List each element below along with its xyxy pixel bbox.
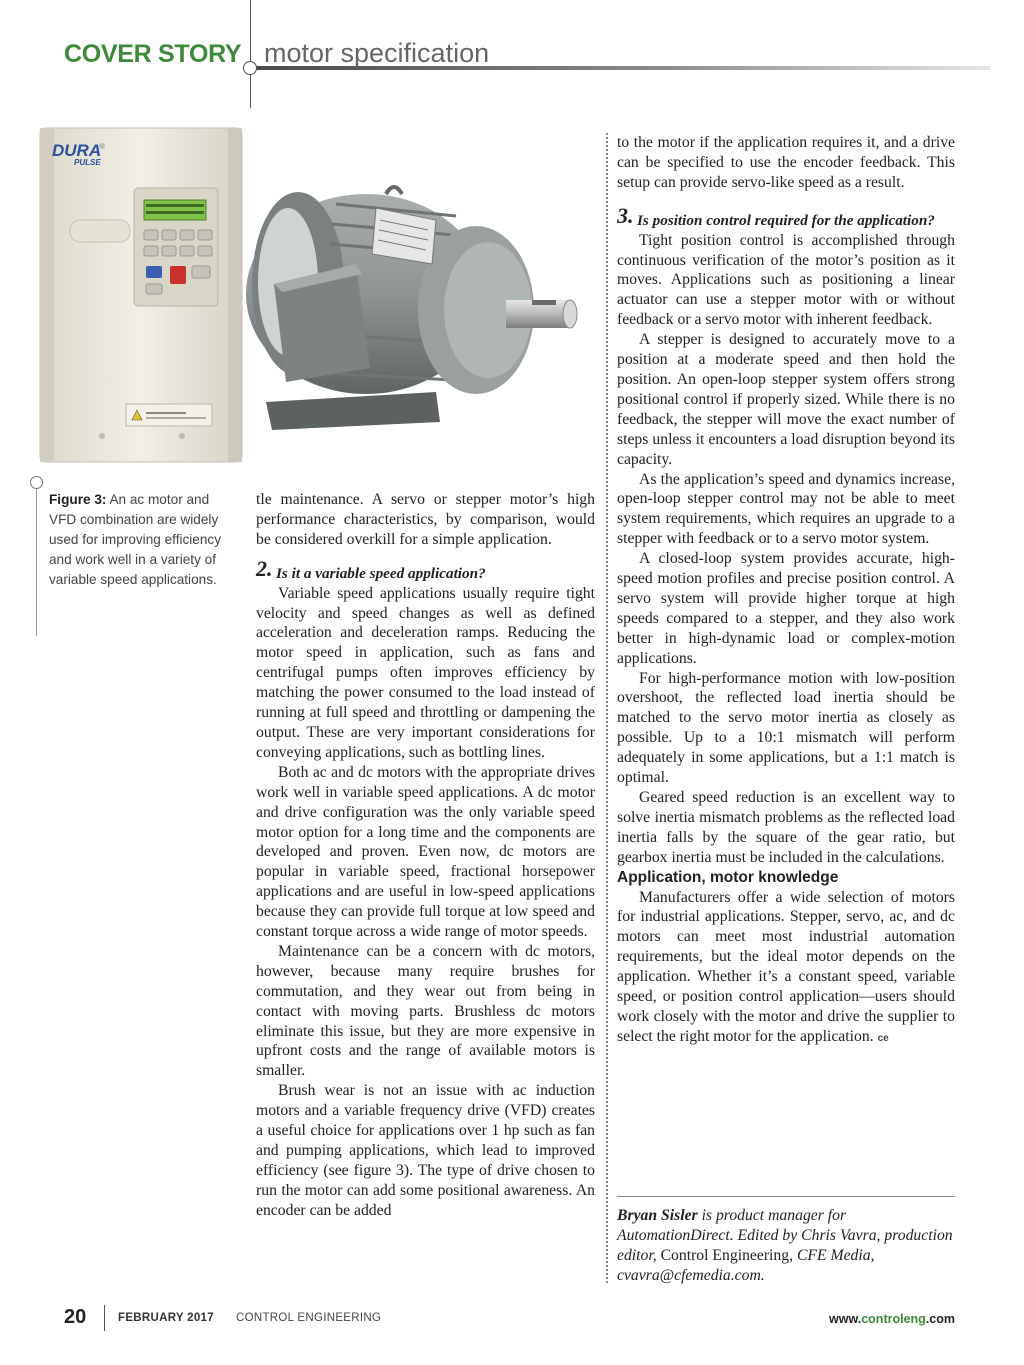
article-column-2 <box>617 133 955 1049</box>
paragraph: Both ac and dc motors with the appropriate drives work well in variable speed applications. A dc motor and drive configuration was the only variable speed motor option for a long time and the components are developed and proven. Even now, dc motors are popular in variable speed, fractional horsepower applications and are useful in low-speed applications because they can provide full torque at low speed and constant torque across a wide range of motor speeds. <box>256 763 595 941</box>
question-number: 2. <box>256 555 273 581</box>
figure-3-image <box>36 124 606 474</box>
magazine-name: CONTROL ENGINEERING <box>236 1312 382 1324</box>
end-mark: ce <box>877 1032 889 1044</box>
paragraph-text: Manufacturers offer a wide selection of motors for industrial applications. Stepper, servo, ac, and dc motors can meet most industrial automation requirements, but the ideal motor depends on the application. Whether it’s a constant speed, variable speed, or position control application—users should work closely with the motor and drive the supplier to select the right motor for the application. <box>617 888 955 1045</box>
cover-story-label: COVER STORY <box>64 40 242 68</box>
header-vertical-rule <box>250 0 251 108</box>
header-circle-marker <box>243 61 257 75</box>
question-heading-3 <box>617 202 955 231</box>
paragraph: Maintenance can be a concern with dc motors, however, because many require brushes for commutation, and they wear out from being in contact with moving parts. Brushless dc motors eliminate this issue, but they are more expensive in upfront costs and the range of available motors is smaller. <box>256 942 595 1080</box>
article-column-1 <box>256 490 595 1221</box>
bio-rule <box>617 1196 955 1197</box>
paragraph: to the motor if the application requires it, and a drive can be specified to use the encoder feedback. This setup can provide servo-like speed as a result. <box>617 134 955 191</box>
vfd-brand-top: DURA <box>52 141 102 160</box>
page-number: 20 <box>64 1306 87 1328</box>
paragraph: tle maintenance. A servo or stepper motor’s high performance characteristics, by comparison, would be considered overkill for a simple application. <box>256 491 595 548</box>
paragraph: Geared speed reduction is an excellent way to solve inertia mismatch problems as the reflected load inertia falls by the square of the gear ratio, but gearbox inertia must be included in the calculations. <box>617 789 955 866</box>
question-text: Is position control required for the application? <box>637 211 935 229</box>
paragraph: A closed-loop system provides accurate, high-speed motion profiles and precise position control. A servo system will provide higher torque at high speeds compared to a stepper, and they also work better in high-dynamic load or complex-motion applications. <box>617 550 955 667</box>
paragraph: For high-performance motion with low-position overshoot, the reflected load inertia should be matched to the servo motor inertia as closely as possible. Up to a 10:1 mismatch will perform adequately in some applications, but a 1:1 match is optimal. <box>617 669 955 787</box>
bio-text-2: , CFE Media, cvavra@cfemedia.com. <box>617 1246 875 1284</box>
caption-circle-marker <box>30 476 43 489</box>
question-number: 3. <box>617 202 634 228</box>
section-title: motor specification <box>264 38 490 68</box>
web-pre: www. <box>829 1312 862 1326</box>
bio-publication: Control Engineering <box>660 1246 790 1264</box>
web-mid: controleng <box>861 1312 926 1326</box>
paragraph: Brush wear is not an issue with ac induction motors and a variable frequency drive (VFD) creates a useful choice for applications over 1 hp such as fan and pumping applications, which lead to improved efficiency (see figure 3). The type of drive chosen to run the motor can add some positional awareness. An encoder can be added <box>256 1082 595 1219</box>
author-name: Bryan Sisler <box>617 1207 698 1224</box>
ac-motor <box>246 187 577 430</box>
question-text: Is it a variable speed application? <box>276 564 486 582</box>
web-post: .com <box>925 1312 955 1326</box>
bio-text-1: is product manager for AutomationDirect. Edited by Chris Vavra, production editor, <box>617 1207 953 1264</box>
paragraph <box>617 888 955 1049</box>
figure-caption <box>49 490 231 590</box>
website-link[interactable] <box>829 1312 955 1326</box>
figure-caption-label: Figure 3: <box>49 492 107 507</box>
figure-caption-text: An ac motor and VFD combination are widely used for improving efficiency and work well in a variety of variable speed applications. <box>49 492 222 587</box>
paragraph: Tight position control is accomplished through continuous verification of the motor’s position as it moves. Applications such as positioning a linear actuator can use a stepper motor with or without feedback or a servo motor with inherent feedback. <box>617 231 955 329</box>
question-heading-2 <box>256 555 595 584</box>
vfd-drive <box>40 128 242 462</box>
subhead: Application, motor knowledge <box>617 868 839 886</box>
paragraph: A stepper is designed to accurately move to a position at a moderate speed and then hold the position. An open-loop stepper system offers strong positional control if properly sized. While there is no feedback, the stepper will move the exact number of steps unless it encounters a load disruption beyond its capacity. <box>617 331 955 468</box>
author-bio <box>617 1206 955 1286</box>
vfd-motor-illustration <box>36 124 606 474</box>
vfd-brand-bottom: PULSE <box>74 158 101 167</box>
issue-date: FEBRUARY 2017 <box>118 1312 214 1324</box>
footer-divider <box>104 1305 105 1331</box>
paragraph: As the application’s speed and dynamics increase, open-loop stepper control may not be able to meet system requirements, which requires an upgrade to a stepper with feedback or to a servo motor system. <box>617 470 955 548</box>
column-divider <box>606 133 608 1283</box>
caption-rule <box>36 488 37 636</box>
paragraph: Variable speed applications usually require tight velocity and speed changes as well as defined acceleration and deceleration ramps. Reducing the motor speed in application, such as fans and centrifugal pumps often improves efficiency by matching the power consumed to the load instead of running at full speed and throttling or dampening the output. These are very important considerations for conveying applications, such as bottling lines. <box>256 584 595 761</box>
